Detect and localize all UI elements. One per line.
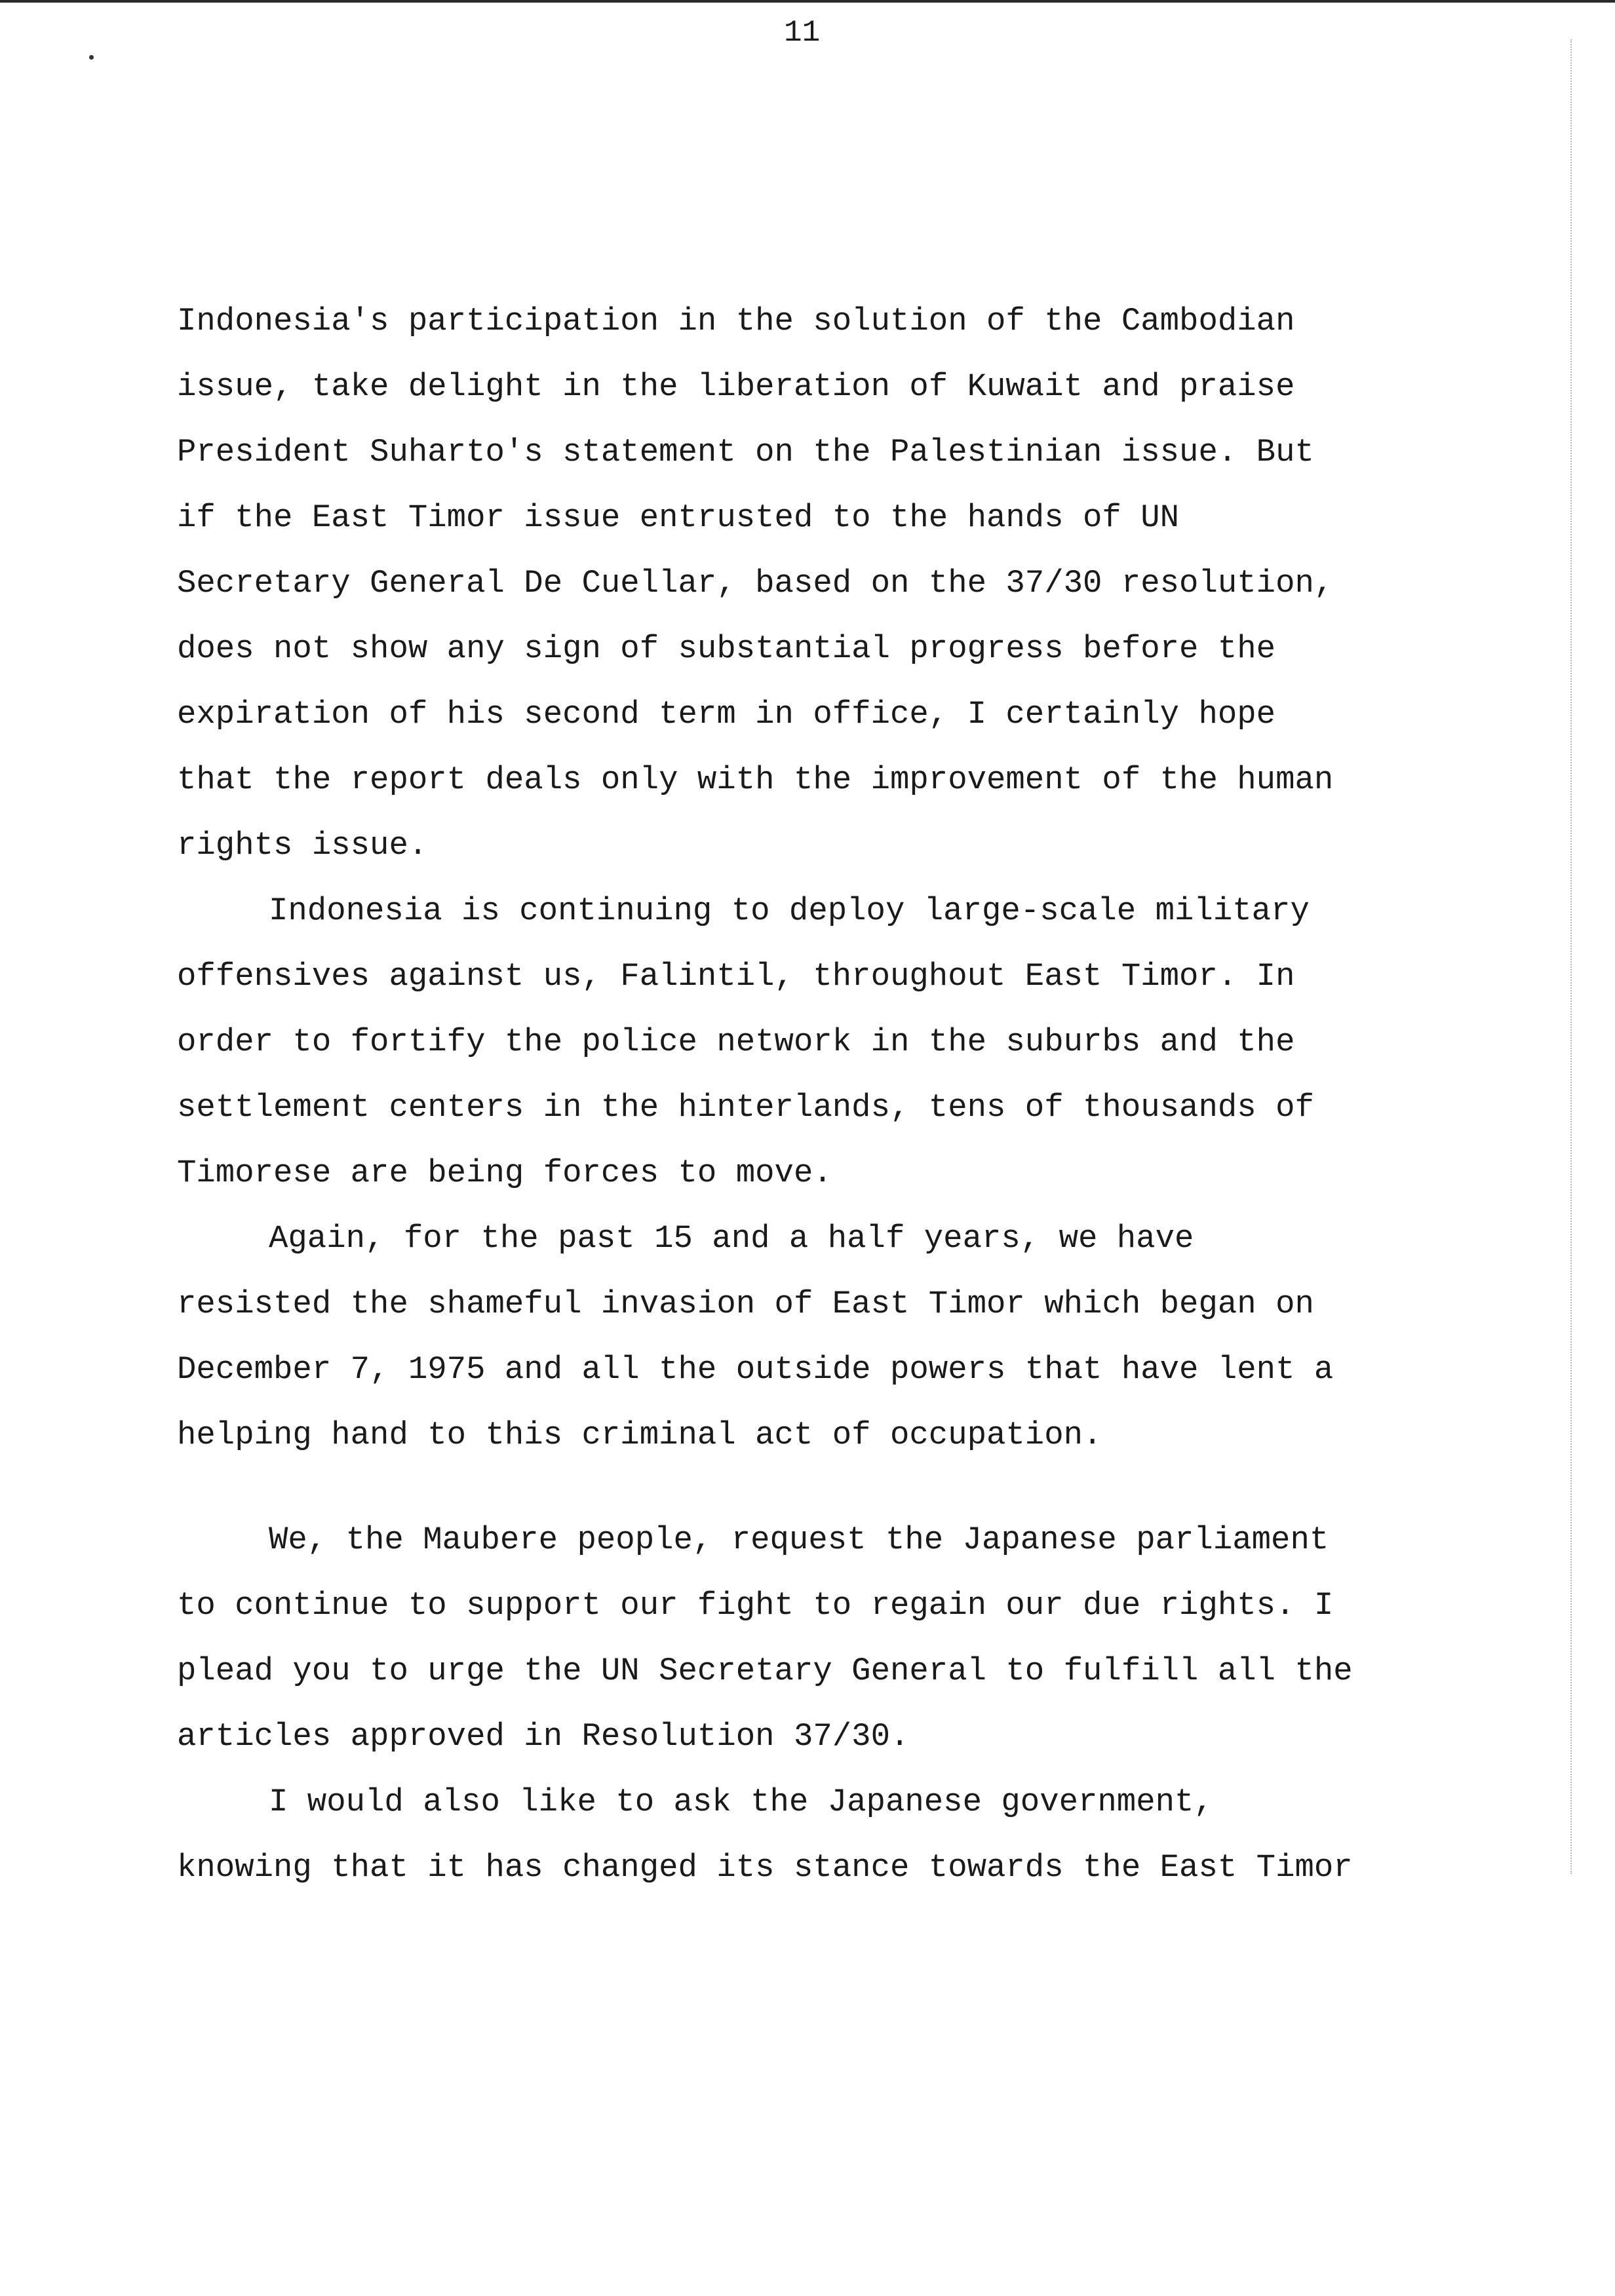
paragraph-gap (177, 1468, 1390, 1507)
text-line: order to fortify the police network in the suburbs and the (177, 1024, 1295, 1060)
text-line: helping hand to this criminal act of occupation. (177, 1417, 1102, 1453)
text-line: knowing that it has changed its stance towards the East Timor (177, 1849, 1353, 1886)
text-line: December 7, 1975 and all the outside powers that have lent a (177, 1351, 1334, 1388)
text-line: rights issue. (177, 827, 428, 864)
text-line: President Suharto's statement on the Palestinian issue. But (177, 434, 1314, 470)
page-number: 11 (784, 16, 821, 50)
text-line: Timorese are being forces to move. (177, 1155, 832, 1191)
text-line: issue, take delight in the liberation of Kuwait and praise (177, 368, 1295, 405)
text-line: Indonesia is continuing to deploy large-scale military (269, 892, 1310, 929)
text-line: Indonesia's participation in the solution of the Cambodian (177, 303, 1295, 339)
text-line: Again, for the past 15 and a half years, we have (269, 1220, 1194, 1257)
body-text (177, 288, 1390, 1900)
scan-speck (89, 55, 94, 60)
top-border-line (0, 0, 1615, 3)
text-line: does not show any sign of substantial progress before the (177, 630, 1276, 667)
text-line: articles approved in Resolution 37/30. (177, 1718, 910, 1755)
text-line: to continue to support our fight to regain our due rights. I (177, 1587, 1334, 1624)
text-line: that the report deals only with the improvement of the human (177, 761, 1334, 798)
text-line: We, the Maubere people, request the Japanese parliament (269, 1521, 1329, 1558)
text-line: I would also like to ask the Japanese government, (269, 1784, 1213, 1820)
text-line: plead you to urge the UN Secretary General to fulfill all the (177, 1653, 1353, 1689)
text-line: resisted the shameful invasion of East Timor which began on (177, 1286, 1314, 1322)
text-line: offensives against us, Falintil, throughout East Timor. In (177, 958, 1295, 995)
text-line: Secretary General De Cuellar, based on the 37/30 resolution, (177, 565, 1334, 602)
scan-margin-artifacts (1570, 39, 1576, 1874)
text-line: settlement centers in the hinterlands, tens of thousands of (177, 1089, 1314, 1126)
text-line: expiration of his second term in office, I certainly hope (177, 696, 1276, 733)
text-line: if the East Timor issue entrusted to the hands of UN (177, 499, 1180, 536)
